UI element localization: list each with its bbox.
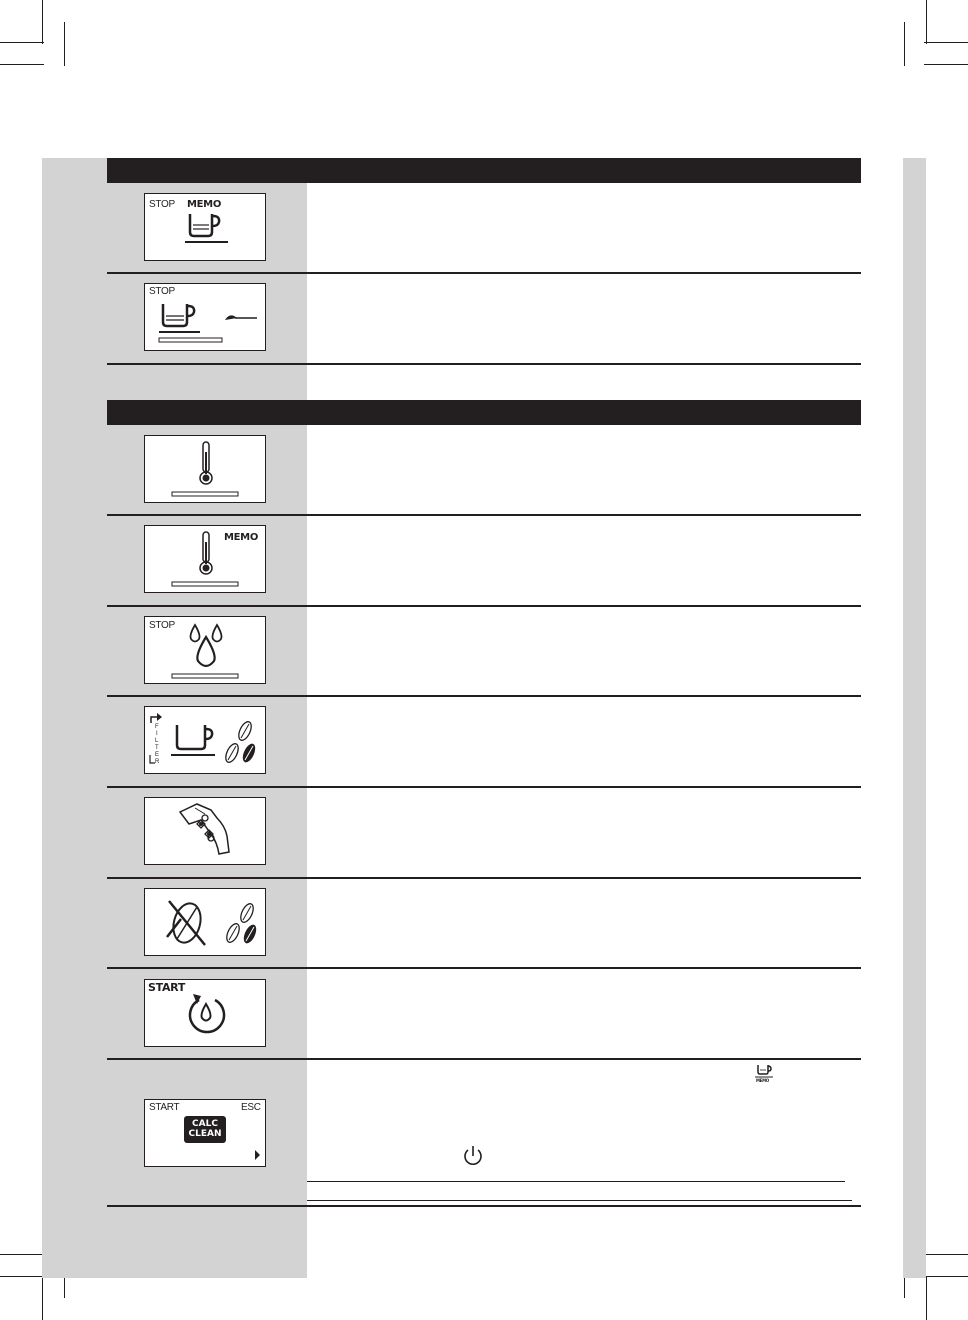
water-drops-icon xyxy=(145,617,267,685)
brew-group-icon xyxy=(145,798,267,866)
crop-mark xyxy=(924,64,968,65)
filter-letter: F xyxy=(155,724,159,730)
power-icon xyxy=(461,1144,485,1168)
stop-label: STOP xyxy=(149,199,175,210)
left-margin-band xyxy=(42,158,107,1278)
crop-mark xyxy=(924,1276,968,1277)
memo-button-icon xyxy=(751,1062,777,1088)
section-header-bar xyxy=(107,400,861,425)
display-start-descale xyxy=(144,979,266,1047)
crop-mark xyxy=(0,1254,44,1255)
crop-mark xyxy=(904,22,905,66)
crop-mark xyxy=(924,1254,968,1255)
crop-mark xyxy=(924,42,968,43)
section-gap-block xyxy=(107,365,307,400)
display-thermometer-memo xyxy=(144,525,266,593)
filter-letter: R xyxy=(155,759,160,765)
stop-label: STOP xyxy=(149,620,175,631)
display-stop-cup-scoop xyxy=(144,283,266,351)
row-divider xyxy=(107,786,861,788)
crop-mark xyxy=(64,22,65,66)
filter-letter: E xyxy=(155,752,159,758)
memo-small-label: MEMO xyxy=(756,1078,769,1083)
thermometer-icon xyxy=(145,436,267,504)
display-stop-memo-cup xyxy=(144,193,266,261)
row-divider xyxy=(107,967,861,969)
crop-mark xyxy=(0,1276,44,1277)
filter-letter: L xyxy=(155,738,159,744)
crop-mark xyxy=(42,0,43,44)
arrow-right-icon xyxy=(145,1100,267,1168)
rule-line xyxy=(307,1200,852,1201)
display-filter-cup-beans xyxy=(144,706,266,774)
display-thermometer xyxy=(144,435,266,503)
start-label: START xyxy=(149,1102,180,1113)
row-divider xyxy=(107,1058,861,1060)
row-divider xyxy=(107,877,861,879)
cup-scoop-icon xyxy=(145,284,267,352)
row-divider xyxy=(107,695,861,697)
bottom-gray-block xyxy=(107,1206,307,1278)
crop-mark xyxy=(926,0,927,44)
display-brew-group xyxy=(144,797,266,865)
row-divider xyxy=(107,605,861,607)
rule-line xyxy=(307,1181,845,1182)
filter-letter: I xyxy=(156,731,158,737)
memo-label: MEMO xyxy=(187,199,222,210)
row-divider xyxy=(107,272,861,274)
filter-letter: T xyxy=(155,745,159,751)
crop-mark xyxy=(926,1276,927,1320)
start-label: START xyxy=(148,981,186,994)
display-stop-water-drops xyxy=(144,616,266,684)
crop-mark xyxy=(0,42,44,43)
thermometer-icon xyxy=(145,526,267,594)
no-ground-coffee-icon xyxy=(145,889,267,957)
section-header-bar xyxy=(107,158,861,183)
memo-label: MEMO xyxy=(224,532,259,543)
stop-label: STOP xyxy=(149,286,175,297)
display-start-esc-calc-clean xyxy=(144,1099,266,1167)
crop-mark xyxy=(0,64,44,65)
filter-cup-beans-icon xyxy=(145,707,267,775)
row-divider xyxy=(107,514,861,516)
crop-mark xyxy=(42,1276,43,1320)
display-no-coffee-beans xyxy=(144,888,266,956)
esc-label: ESC xyxy=(241,1102,261,1113)
clean-label: CLEAN xyxy=(188,1129,222,1139)
cup-icon xyxy=(145,194,267,262)
descale-cycle-icon xyxy=(145,980,267,1048)
row-divider xyxy=(107,1205,861,1207)
calc-label: CALC xyxy=(192,1119,218,1129)
right-margin-band xyxy=(903,158,926,1278)
